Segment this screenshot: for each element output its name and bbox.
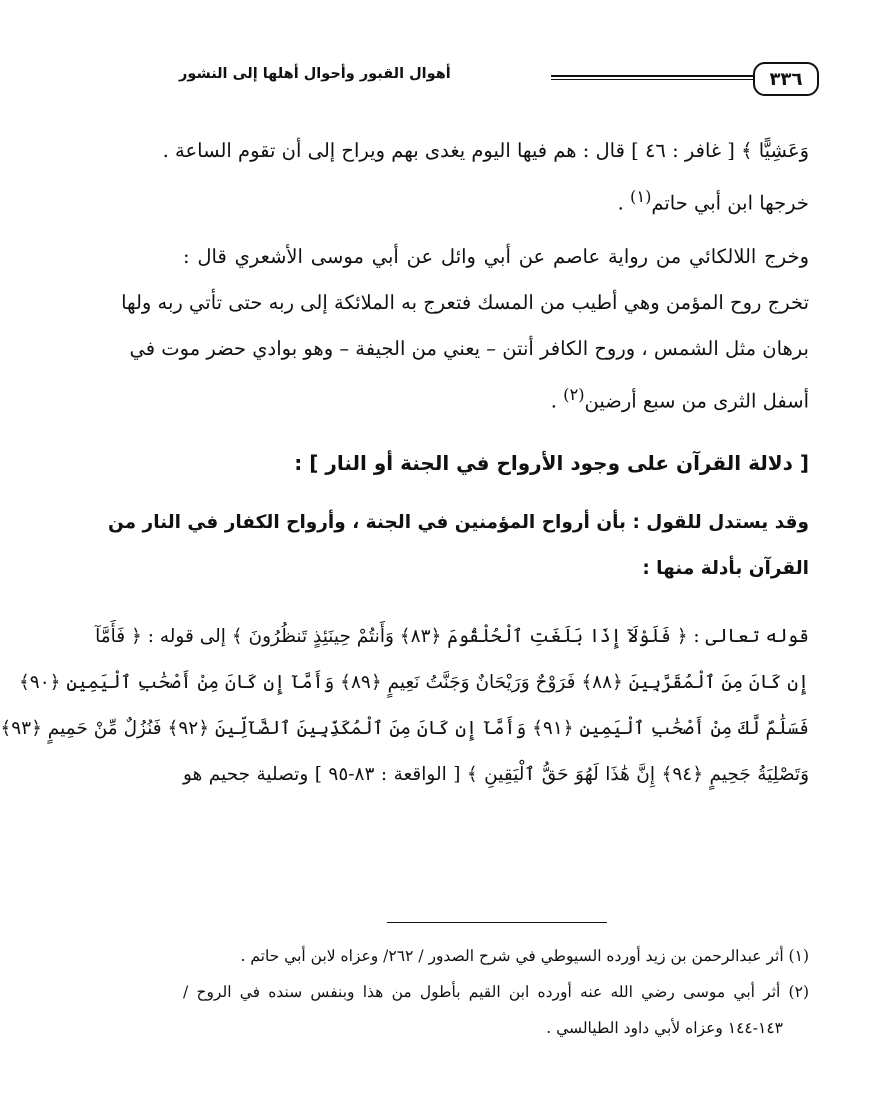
text-span: خرجها ابن أبي حاتم [651,191,809,215]
text-span: . [617,191,624,215]
footnote-ref-1: (١) [629,187,652,206]
text-line: وخرج اللالكائي من رواية عاصم عن أبي وائل عن أبي موسى الأشعري قال : [183,245,809,268]
paragraph-gap [183,486,809,500]
header-rule [551,75,753,80]
quran-line: إِن كَانَ مِنَ ٱلْمُقَرَّبِينَ ﴿٨٨﴾ فَرَوْحٌ وَرَيْحَانٌ وَجَنَّتُ نَعِيمٍ ﴿٨٩﴾ وَأَمَّآ إِن كَانَ مِنْ أَصْحَٰبِ ٱلْيَمِينِ ﴿٩٠﴾ [18,672,809,693]
footnote-1: (١) أثر عبدالرحمن بن زيد أورده السيوطي في شرح الصدور / ٢٦٢/ وعزاه لابن أبي حاتم . [240,947,809,965]
text-line: تخرج روح المؤمن وهي أطيب من المسك فتعرج به الملائكة إلى ربه حتى تأتي ربه ولها [121,291,809,314]
text-line [183,372,809,418]
paragraph-gap [183,592,809,614]
footnote-2-continued: ١٤٣-١٤٤ وعزاه لأبي داود الطيالسي . [546,1019,783,1037]
text-span: أسفل الثرى من سبع أرضين [584,389,809,413]
text-line [183,174,809,220]
text-span: . [550,389,557,413]
footnotes [183,938,809,1046]
footnote-2: (٢) أثر أبي موسى رضي الله عنه أورده ابن القيم بأطول من هذا وبنفس سنده في الروح / [183,983,809,1001]
quran-line: قوله تعالى : ﴿ فَلَوْلَآ إِذَا بَلَغَتِ ٱلْحُلْقُومَ ﴿٨٣﴾ وَأَنتُمْ حِينَئِذٍ تَنظُرُونَ ﴾ إلى قوله : ﴿ فَأَمَّآ [95,626,809,647]
text-line: القرآن بأدلة منها : [642,558,809,579]
quran-line: وَتَصْلِيَةُ جَحِيمٍ ﴿٩٤﴾ إِنَّ هَٰذَا لَهُوَ حَقُّ ٱلْيَقِينِ ﴾ [ الواقعة : ٨٣-٩٥ ] وتصلية جحيم هو [183,764,810,785]
section-heading: [ دلالة القرآن على وجود الأرواح في الجنة أو النار ] : [294,451,809,475]
footnote-rule [387,922,607,923]
paragraph-gap [183,220,809,234]
running-header [179,62,819,96]
page-number: ٣٣٦ [753,62,819,96]
main-text [0,128,810,798]
running-title: أهوال القبور وأحوال أهلها إلى النشور [179,66,451,82]
text-line: برهان مثل الشمس ، وروح الكافر أنتن – يعني من الجيفة – وهو بوادي حضر موت في [129,337,809,360]
text-line: وقد يستدل للقول : بأن أرواح المؤمنين في الجنة ، وأرواح الكفار في النار من [108,512,809,533]
quran-line: فَسَلَٰمٌ لَّكَ مِنْ أَصْحَٰبِ ٱلْيَمِينِ ﴿٩١﴾ وَأَمَّآ إِن كَانَ مِنَ ٱلْمُكَذِّبِينَ ٱلضَّآلِّينَ ﴿٩٢﴾ فَنُزُلٌ مِّنْ حَمِيمٍ ﴿٩٣﴾ [0,718,809,739]
paragraph-gap [183,418,809,440]
text-line: وَعَشِيًّا ﴾ [ غافر : ٤٦ ] قال : هم فيها اليوم يغدى بهم ويراح إلى أن تقوم الساعة . [162,139,809,162]
footnote-ref-2: (٢) [563,385,585,404]
